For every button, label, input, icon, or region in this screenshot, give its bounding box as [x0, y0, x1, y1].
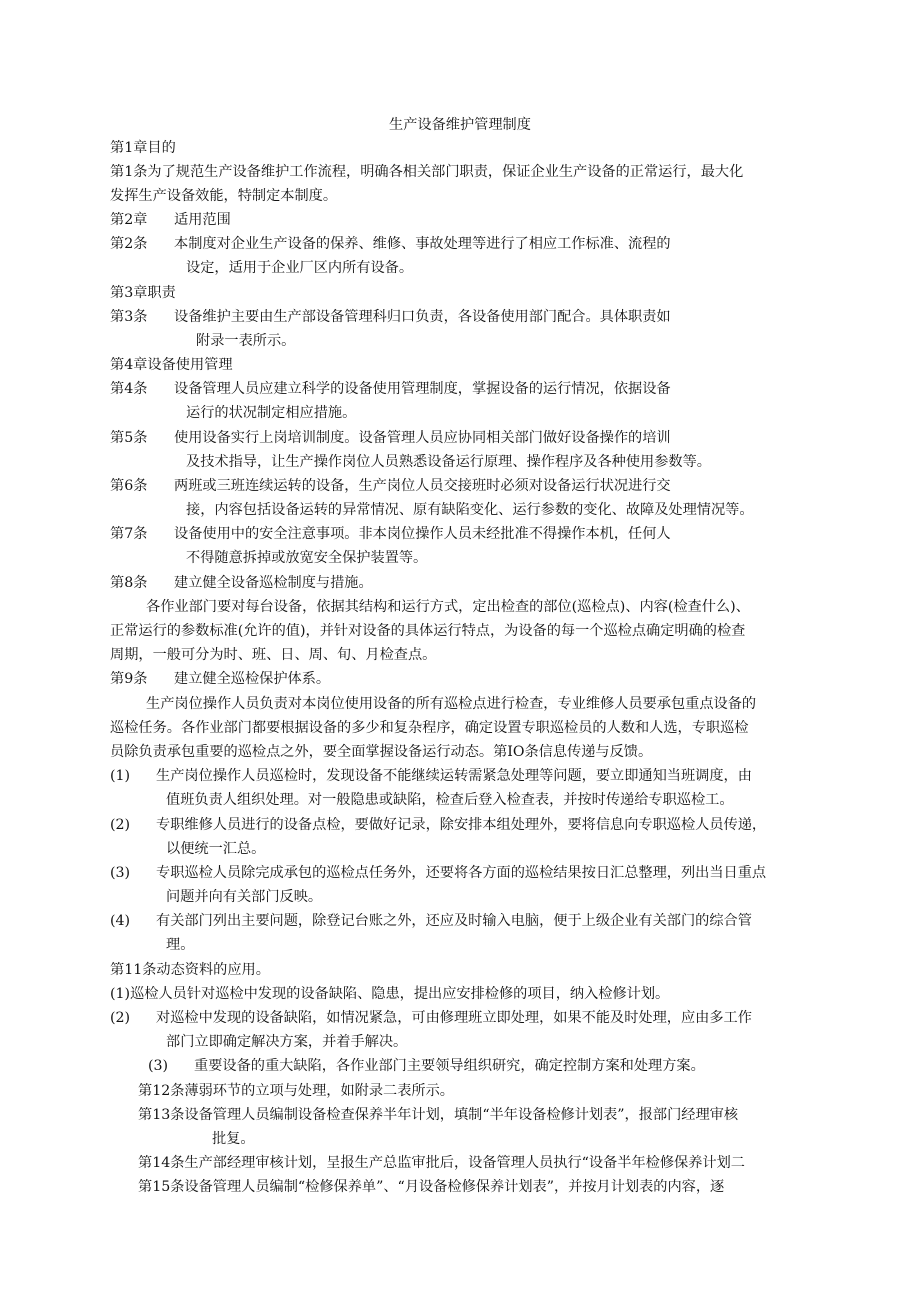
- continuation-line: 理。: [166, 937, 195, 953]
- article-line: 第15条设备管理人员编制“检修保养单”、“月设备检修保养计划表”，并按月计划表的内容，逐: [138, 1179, 725, 1195]
- continuation-line: 问题并向有关部门反映。: [166, 889, 323, 905]
- continuation-line: 接，内容包括设备运转的异常情况、原有缺陷变化、运行参数的变化、故障及处理情况等。: [186, 502, 754, 518]
- paragraph-line: 员除负责承包重要的巡检点之外，要全面掌握设备运行动态。第IO条信息传递与反馈。: [110, 744, 653, 760]
- article-line: 第14条生产部经理审核计划，呈报生产总监审批后，设备管理人员执行“设备半年检修保养计划二: [138, 1155, 745, 1171]
- continuation-line: 批复。: [212, 1131, 255, 1147]
- continuation-line: 设定，适用于企业厂区内所有设备。: [186, 260, 414, 276]
- article-line: 第5条 使用设备实行上岗培训制度。设备管理人员应协同相关部门做好设备操作的培训: [110, 430, 671, 446]
- list-item: (1)巡检人员针对巡检中发现的设备缺陷、隐患，提出应安排检修的项目，纳入检修计划。: [110, 986, 670, 1002]
- continuation-line: 部门立即确定解决方案，并着手解决。: [166, 1034, 408, 1050]
- article-line: 第2条 本制度对企业生产设备的保养、维修、事故处理等进行了相应工作标准、流程的: [110, 236, 671, 252]
- continuation-line: 以便统一汇总。: [166, 841, 266, 857]
- continuation-line: 附录一表所示。: [196, 333, 296, 349]
- chapter-heading: 第2章 适用范围: [110, 212, 231, 228]
- article-line: 第4条 设备管理人员应建立科学的设备使用管理制度，掌握设备的运行情况，依据设备: [110, 381, 671, 397]
- continuation-line: 不得随意拆掉或放宽安全保护装置等。: [186, 550, 428, 566]
- paragraph-line: 巡检任务。各作业部门都要根据设备的多少和复杂程序，确定设置专职巡检员的人数和人选，专职巡检: [110, 720, 749, 736]
- continuation-line: 及技术指导，让生产操作岗位人员熟悉设备运行原理、操作程序及各种使用参数等。: [186, 454, 711, 470]
- article-line: 第11条动态资料的应用。: [110, 962, 270, 978]
- continuation-line: 值班负责人组织处理。对一般隐患或缺陷，检查后登入检查表，并按时传递给专职巡检工。: [166, 792, 734, 808]
- continuation-line: 运行的状况制定相应措施。: [186, 405, 357, 421]
- chapter-heading: 第3章职责: [110, 285, 176, 301]
- article-line: 第13条设备管理人员编制设备检查保养半年计划，填制“半年设备检修计划表”，报部门经理审核: [138, 1107, 739, 1123]
- paragraph-line: 各作业部门要对每台设备，依据其结构和运行方式，定出检查的部位(巡检点)、内容(检查什么)、: [146, 599, 750, 615]
- list-item: (4) 有关部门列出主要问题，除登记台账之外，还应及时输入电脑，便于上级企业有关部门的综合管: [110, 913, 752, 929]
- document-title: 生产设备维护管理制度: [389, 117, 531, 133]
- list-item: (2) 对巡检中发现的设备缺陷，如情况紧急，可由修理班立即处理，如果不能及时处理，应由多工作: [110, 1010, 752, 1026]
- paragraph-line: 周期，一般可分为时、班、日、周、旬、月检查点。: [110, 647, 437, 663]
- article-line: 第7条 设备使用中的安全注意事项。非本岗位操作人员未经批准不得操作本机，任何人: [110, 526, 671, 542]
- chapter-heading: 第1章目的: [110, 140, 176, 156]
- article-line: 第12条薄弱环节的立项与处理，如附录二表所示。: [138, 1083, 454, 1099]
- article-line: 第3条 设备维护主要由生产部设备管理科归口负责，各设备使用部门配合。具体职责如: [110, 309, 671, 325]
- list-item: (1) 生产岗位操作人员巡检时，发现设备不能继续运转需紧急处理等问题，要立即通知当班调度，由: [110, 768, 752, 784]
- paragraph-line: 生产岗位操作人员负责对本岗位使用设备的所有巡检点进行检查，专业维修人员要承包重点设备的: [146, 696, 757, 712]
- article-line: 第9条 建立健全巡检保护体系。: [110, 671, 331, 687]
- article-line: 第6条 两班或三班连续运转的设备，生产岗位人员交接班时必须对设备运行状况进行交: [110, 478, 671, 494]
- list-item: (3) 重要设备的重大缺陷，各作业部门主要领导组织研究，确定控制方案和处理方案。: [148, 1058, 705, 1074]
- list-item: (3) 专职巡检人员除完成承包的巡检点任务外，还要将各方面的巡检结果按日汇总整理，列出当日重点: [110, 865, 767, 881]
- paragraph-line: 正常运行的参数标准(允许的值)，并针对设备的具体运行特点，为设备的每一个巡检点确定明确的检查: [110, 623, 746, 639]
- text-line: 发挥生产设备效能，特制定本制度。: [110, 188, 338, 204]
- list-item: (2) 专职维修人员进行的设备点检，要做好记录，除安排本组处理外，要将信息向专职巡检人员传递，: [110, 817, 767, 833]
- article-line: 第1条为了规范生产设备维护工作流程，明确各相关部门职责，保证企业生产设备的正常运行，最大化: [110, 164, 744, 180]
- article-line: 第8条 建立健全设备巡检制度与措施。: [110, 575, 373, 591]
- chapter-heading: 第4章设备使用管理: [110, 357, 233, 373]
